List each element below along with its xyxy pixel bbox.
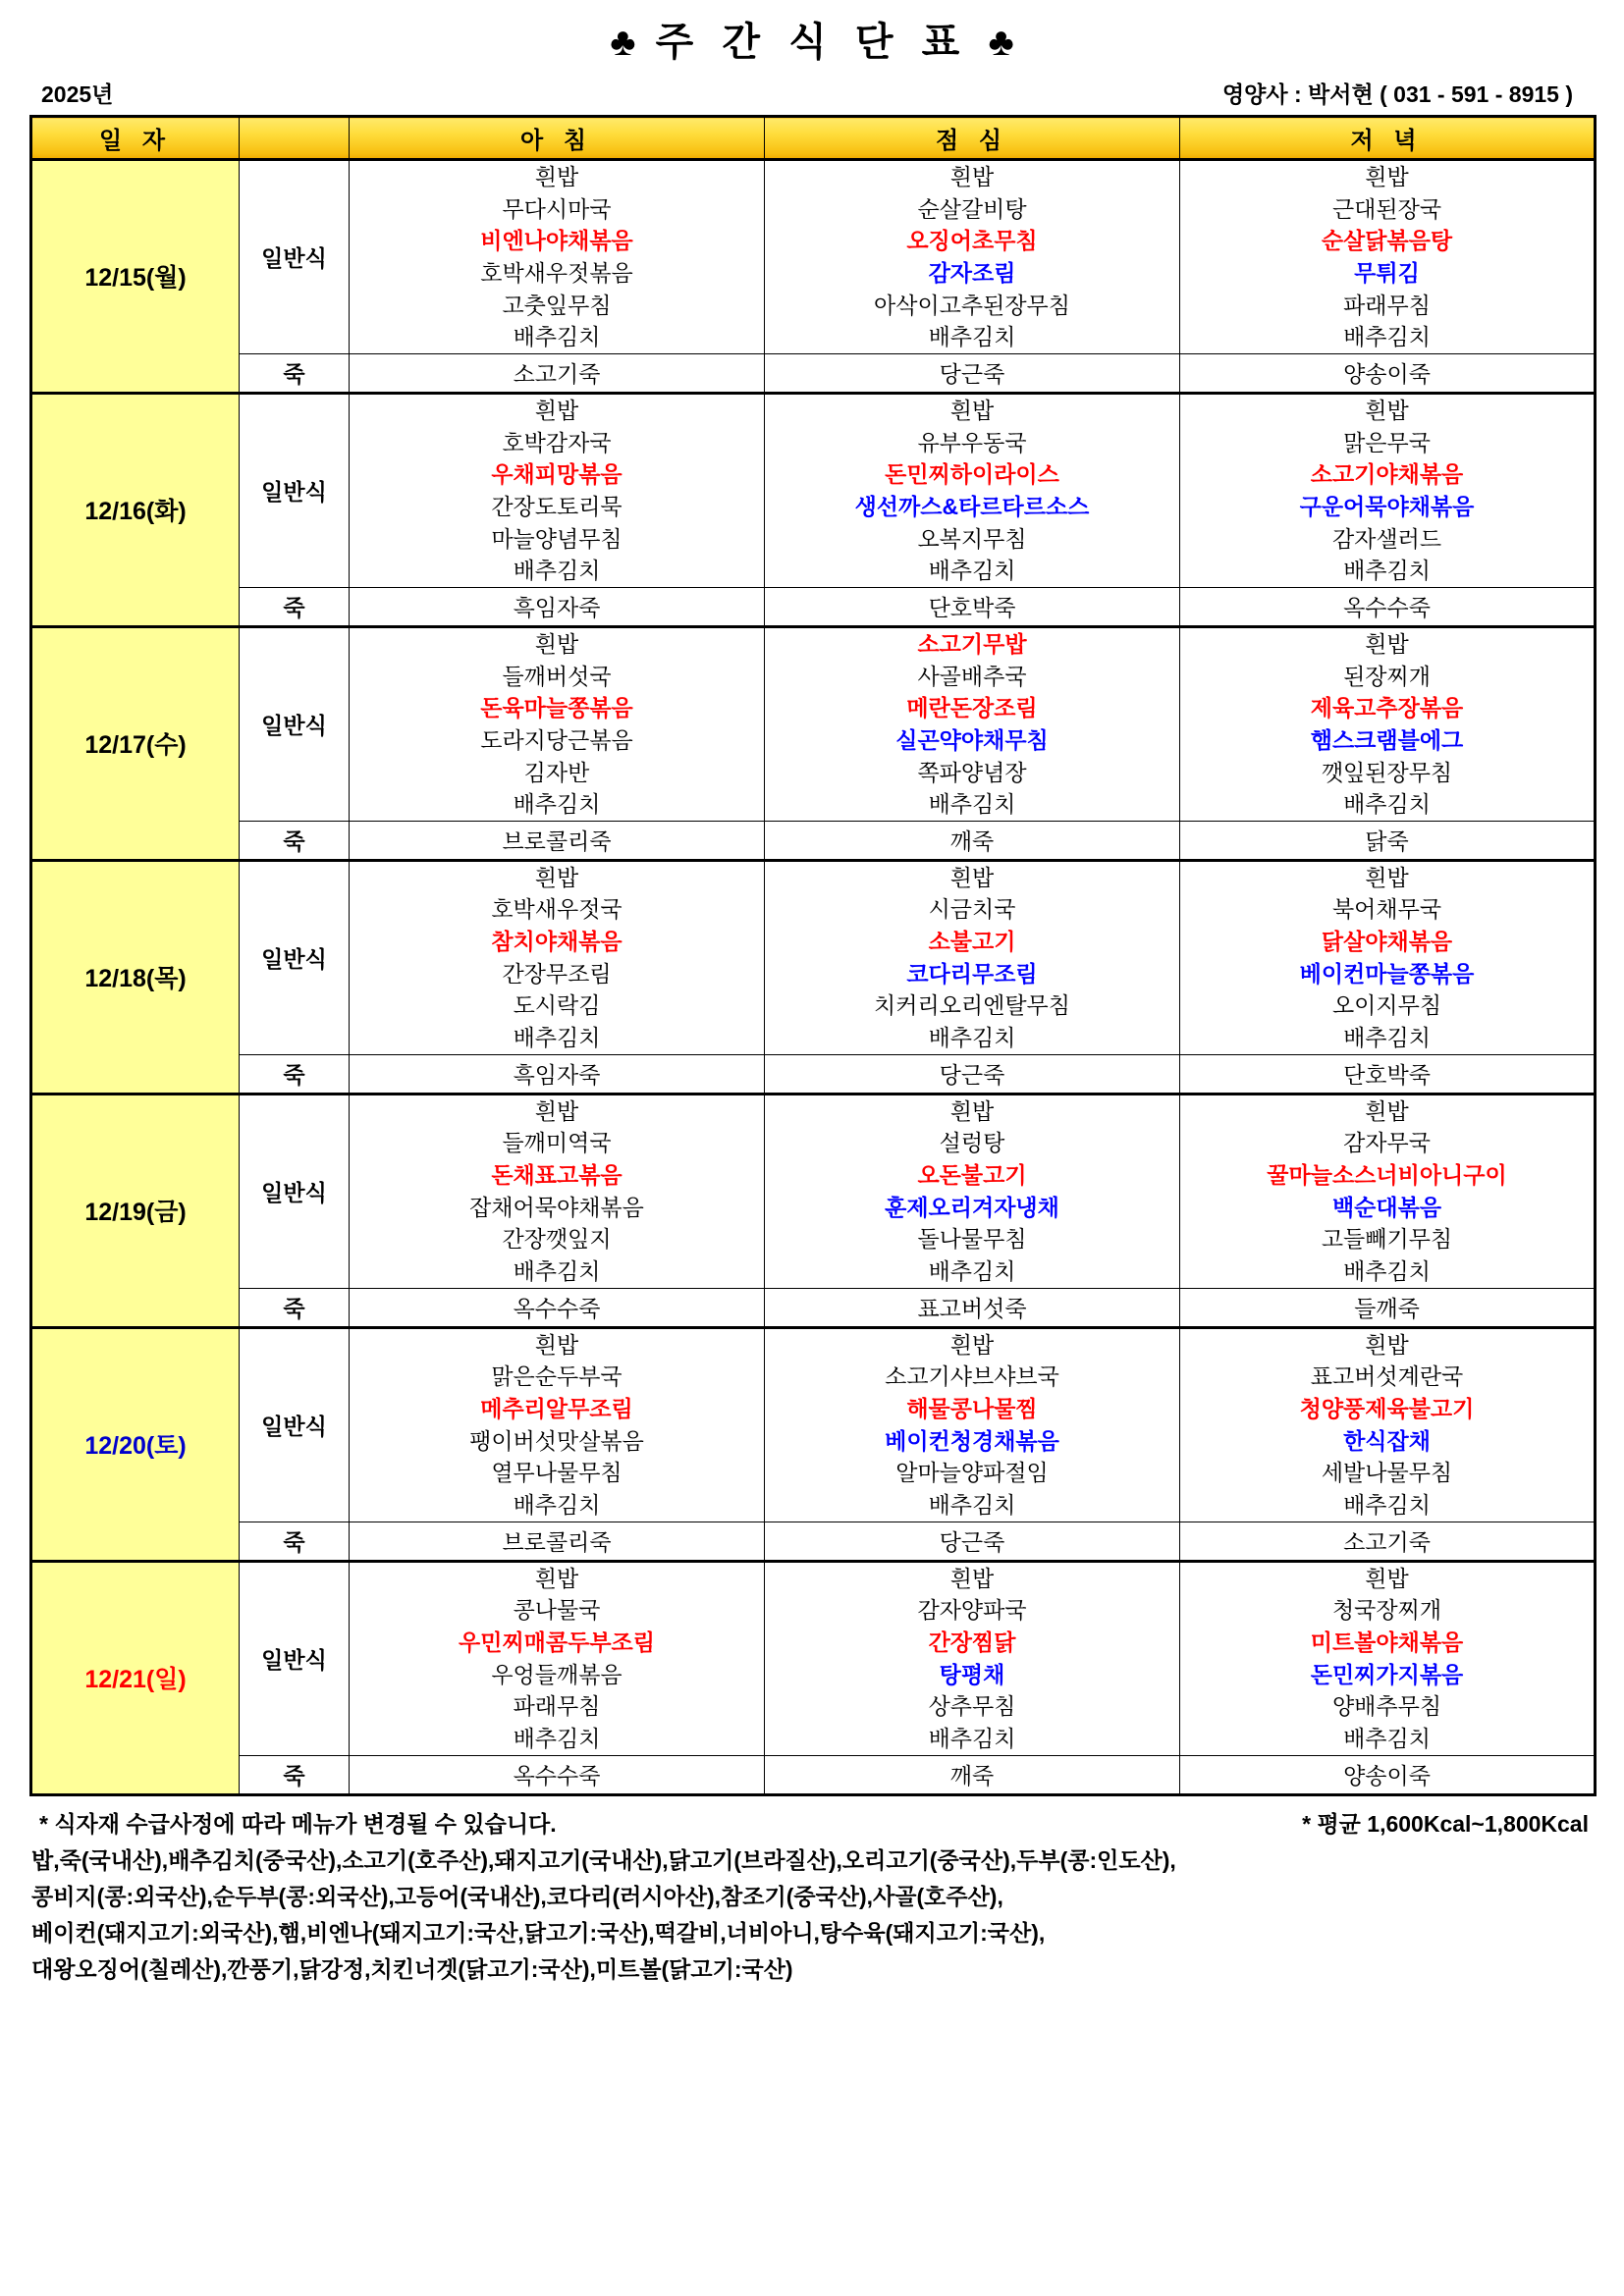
menu-item: 비엔나야채볶음 <box>480 228 633 254</box>
meal-cell-dinner <box>1180 1327 1596 1522</box>
menu-item: 흰밥 <box>1365 164 1409 189</box>
table-row <box>31 1561 1596 1755</box>
menu-item: 무다시마국 <box>502 195 612 222</box>
menu-item: 간장무조림 <box>502 960 612 987</box>
menu-item: 파래무침 <box>513 1693 601 1720</box>
date-cell <box>31 1094 240 1327</box>
porridge-cell: 들깨죽 <box>1180 1288 1596 1327</box>
menu-item: 흰밥 <box>1365 630 1409 657</box>
table-row <box>31 393 1596 587</box>
table-row-porridge <box>31 1522 1596 1561</box>
porridge-cell: 소고기죽 <box>350 353 765 393</box>
menu-item: 순살닭볶음탕 <box>1321 228 1453 254</box>
table-row <box>31 1094 1596 1288</box>
menu-item: 배추김치 <box>928 791 1016 818</box>
meta-row <box>29 63 1595 115</box>
menu-item: 알마늘양파절임 <box>895 1460 1049 1486</box>
menu-item: 간장깻잎지 <box>502 1226 612 1253</box>
menu-item: 흰밥 <box>1365 1097 1409 1124</box>
menu-item: 김자반 <box>523 759 590 785</box>
menu-item: 배추김치 <box>1343 1491 1431 1518</box>
date-label: 12/19(금) <box>84 1199 187 1227</box>
menu-item: 배추김치 <box>928 558 1016 584</box>
calorie-note: * 평균 1,600Kcal~1,800Kcal <box>1302 1810 1589 1837</box>
menu-item: 감자양파국 <box>917 1597 1027 1624</box>
table-row-porridge <box>31 587 1596 626</box>
menu-item: 시금치국 <box>928 896 1016 923</box>
footer <box>29 1796 1595 1989</box>
menu-item: 감자무국 <box>1343 1130 1431 1156</box>
menu-item: 아삭이고추된장무침 <box>874 292 1070 318</box>
menu-item: 구운어묵야채볶음 <box>1299 493 1475 519</box>
menu-item: 순살갈비탕 <box>917 195 1027 222</box>
meal-cell-dinner <box>1180 393 1596 587</box>
menu-item: 도시락김 <box>513 992 601 1019</box>
meal-type-porridge: 죽 <box>240 1288 350 1327</box>
menu-item: 흰밥 <box>949 1565 995 1591</box>
porridge-cell: 깨죽 <box>765 821 1180 860</box>
menu-item: 해물콩나물찜 <box>906 1396 1038 1421</box>
porridge-cell: 양송이죽 <box>1180 1755 1596 1794</box>
menu-item: 오징어초무침 <box>906 228 1038 254</box>
porridge-cell: 옥수수죽 <box>350 1755 765 1794</box>
menu-item: 흰밥 <box>1365 397 1409 423</box>
meal-cell-dinner <box>1180 1561 1596 1755</box>
porridge-cell: 옥수수죽 <box>350 1288 765 1327</box>
meal-cell-breakfast <box>350 1094 765 1288</box>
meal-type-porridge: 죽 <box>240 1755 350 1794</box>
menu-item: 흰밥 <box>949 864 995 890</box>
menu-item: 메추리알무조림 <box>480 1396 633 1421</box>
menu-item: 오돈불고기 <box>917 1162 1027 1189</box>
origin-information <box>29 1842 1595 1989</box>
menu-item: 청국장찌개 <box>1331 1597 1442 1624</box>
footer-notes <box>29 1804 1595 1842</box>
menu-item: 세발나물무침 <box>1321 1460 1453 1486</box>
table-row-porridge <box>31 1054 1596 1094</box>
menu-item: 배추김치 <box>928 1258 1016 1285</box>
menu-item: 유부우동국 <box>917 429 1027 455</box>
menu-item: 들깨미역국 <box>502 1130 612 1156</box>
menu-item: 배추김치 <box>928 1025 1016 1051</box>
menu-item: 베이컨마늘쫑볶음 <box>1299 960 1475 987</box>
meal-type-porridge: 죽 <box>240 1522 350 1561</box>
date-cell <box>31 860 240 1094</box>
meal-cell-lunch <box>765 626 1180 821</box>
date-label: 12/17(수) <box>84 731 187 760</box>
date-label: 12/18(목) <box>84 965 187 993</box>
menu-item: 흰밥 <box>534 864 579 890</box>
menu-item: 배추김치 <box>513 558 601 584</box>
table-header-row <box>31 117 1596 160</box>
menu-item: 흰밥 <box>534 1331 579 1358</box>
origin-line: 대왕오징어(칠레산),깐풍기,닭강정,치킨너겟(닭고기:국산),미트볼(닭고기:국산) <box>31 1956 793 1983</box>
menu-item: 청양풍제육불고기 <box>1299 1396 1475 1421</box>
menu-item: 돌나물무침 <box>917 1226 1027 1253</box>
date-label: 12/20(토) <box>84 1432 187 1461</box>
menu-item: 베이컨청경채볶음 <box>885 1427 1059 1454</box>
menu-table-body <box>31 160 1596 1795</box>
menu-item: 소고기샤브샤브국 <box>885 1363 1059 1390</box>
meal-cell-lunch <box>765 160 1180 354</box>
menu-item: 생선까스&타르타르소스 <box>854 493 1090 519</box>
origin-line: 콩비지(콩:외국산),순두부(콩:외국산),고등어(국내산),코다리(러시아산),참조기(중국산),사골(호주산), <box>31 1883 1003 1909</box>
menu-item: 설렁탕 <box>939 1130 1005 1156</box>
porridge-cell: 흑임자죽 <box>350 1054 765 1094</box>
menu-item: 북어채무국 <box>1331 896 1442 923</box>
menu-item: 메란돈장조림 <box>906 695 1038 721</box>
meal-type-regular: 일반식 <box>240 393 350 587</box>
menu-item: 배추김치 <box>1343 324 1431 350</box>
menu-item: 우채피망볶음 <box>491 461 623 488</box>
porridge-cell: 흑임자죽 <box>350 587 765 626</box>
porridge-cell: 옥수수죽 <box>1180 587 1596 626</box>
menu-item: 상추무침 <box>928 1693 1016 1720</box>
meal-cell-breakfast <box>350 860 765 1054</box>
meal-cell-dinner <box>1180 626 1596 821</box>
menu-item: 미트볼야채볶음 <box>1310 1629 1464 1655</box>
date-cell <box>31 160 240 394</box>
meal-cell-lunch <box>765 393 1180 587</box>
date-cell <box>31 1561 240 1794</box>
meal-type-regular: 일반식 <box>240 626 350 821</box>
club-glyph-left: ♣ <box>610 21 636 64</box>
title-text: 주 간 식 단 표 <box>655 21 969 64</box>
meal-cell-lunch <box>765 860 1180 1054</box>
menu-item: 간장찜닭 <box>928 1629 1016 1655</box>
menu-item: 콩나물국 <box>513 1597 601 1624</box>
table-row <box>31 160 1596 354</box>
menu-item: 오복지무침 <box>917 525 1027 552</box>
menu-item: 표고버섯계란국 <box>1310 1363 1464 1390</box>
menu-item: 치커리오리엔탈무침 <box>874 992 1070 1019</box>
menu-item: 돈민찌가지볶음 <box>1310 1661 1464 1687</box>
menu-item: 열무나물무침 <box>491 1460 623 1486</box>
origin-line: 베이컨(돼지고기:외국산),햄,비엔나(돼지고기:국산,닭고기:국산),떡갈비,너비아니,탕수육(돼지고기:국산), <box>31 1920 1046 1947</box>
menu-item: 배추김치 <box>928 1725 1016 1751</box>
menu-item: 무튀김 <box>1354 259 1420 286</box>
menu-item: 배추김치 <box>513 1725 601 1751</box>
date-cell <box>31 393 240 626</box>
meal-type-regular: 일반식 <box>240 1561 350 1755</box>
year-label: 2025년 <box>41 81 114 107</box>
menu-item: 배추김치 <box>928 1491 1016 1518</box>
menu-item: 흰밥 <box>534 1097 579 1124</box>
menu-item: 우민찌매콤두부조림 <box>459 1629 655 1655</box>
porridge-cell: 단호박죽 <box>1180 1054 1596 1094</box>
table-row <box>31 860 1596 1054</box>
menu-item: 백순대볶음 <box>1331 1194 1442 1220</box>
table-row <box>31 1327 1596 1522</box>
table-row-porridge <box>31 1755 1596 1794</box>
menu-item: 배추김치 <box>513 324 601 350</box>
menu-item: 깻잎된장무침 <box>1321 759 1453 785</box>
menu-change-note: * 식자재 수급사정에 따라 메뉴가 변경될 수 있습니다. <box>39 1810 557 1837</box>
meal-cell-dinner <box>1180 860 1596 1054</box>
menu-item: 배추김치 <box>1343 1025 1431 1051</box>
menu-item: 흰밥 <box>534 1565 579 1591</box>
nutritionist-contact: 영양사 : 박서현 ( 031 - 591 - 8915 ) <box>1221 81 1573 107</box>
menu-item: 흰밥 <box>949 164 995 189</box>
porridge-cell: 브로콜리죽 <box>350 1522 765 1561</box>
porridge-cell: 소고기죽 <box>1180 1522 1596 1561</box>
menu-item: 실곤약야채무침 <box>895 726 1049 753</box>
porridge-cell: 양송이죽 <box>1180 353 1596 393</box>
menu-item: 호박감자국 <box>502 429 612 455</box>
porridge-cell: 당근죽 <box>765 1522 1180 1561</box>
porridge-cell: 당근죽 <box>765 353 1180 393</box>
menu-item: 우엉들깨볶음 <box>491 1661 623 1687</box>
porridge-cell: 단호박죽 <box>765 587 1180 626</box>
meal-cell-breakfast <box>350 1561 765 1755</box>
menu-item: 돈민찌하이라이스 <box>885 461 1059 488</box>
porridge-cell: 깨죽 <box>765 1755 1180 1794</box>
menu-item: 흰밥 <box>534 164 579 189</box>
menu-item: 오이지무침 <box>1331 992 1442 1019</box>
porridge-cell: 닭죽 <box>1180 821 1596 860</box>
table-row-porridge <box>31 821 1596 860</box>
menu-item: 호박새우젓볶음 <box>480 259 633 286</box>
meal-cell-lunch <box>765 1094 1180 1288</box>
date-label: 12/15(월) <box>84 264 187 293</box>
meal-type-porridge: 죽 <box>240 587 350 626</box>
date-label: 12/21(일) <box>84 1666 187 1694</box>
menu-item: 소불고기 <box>928 929 1016 955</box>
menu-item: 양배추무침 <box>1331 1693 1442 1720</box>
table-row-porridge <box>31 353 1596 393</box>
menu-item: 한식잡채 <box>1343 1427 1431 1454</box>
meal-type-regular: 일반식 <box>240 160 350 354</box>
meal-cell-breakfast <box>350 160 765 354</box>
menu-item: 도라지당근볶음 <box>480 726 633 753</box>
porridge-cell: 브로콜리죽 <box>350 821 765 860</box>
menu-item: 돈육마늘쫑볶음 <box>480 695 633 721</box>
meal-cell-dinner <box>1180 160 1596 354</box>
col-header-type <box>240 117 350 160</box>
meal-type-regular: 일반식 <box>240 1327 350 1522</box>
menu-item: 배추김치 <box>1343 1725 1431 1751</box>
menu-item: 맑은무국 <box>1343 429 1431 455</box>
meal-type-porridge: 죽 <box>240 1054 350 1094</box>
menu-item: 흰밥 <box>534 630 579 657</box>
meal-cell-breakfast <box>350 626 765 821</box>
menu-item: 고춧잎무침 <box>502 292 612 318</box>
menu-item: 배추김치 <box>1343 791 1431 818</box>
table-row-porridge <box>31 1288 1596 1327</box>
date-cell <box>31 626 240 860</box>
menu-item: 감자샐러드 <box>1331 525 1442 552</box>
menu-item: 잡채어묵야채볶음 <box>469 1194 644 1220</box>
menu-item: 배추김치 <box>513 1025 601 1051</box>
menu-item: 배추김치 <box>513 1491 601 1518</box>
menu-item: 쪽파양념장 <box>917 759 1027 785</box>
menu-item: 들깨버섯국 <box>502 663 612 689</box>
menu-item: 닭살야채볶음 <box>1321 929 1453 955</box>
menu-item: 맑은순두부국 <box>491 1363 623 1390</box>
menu-item: 소고기무밥 <box>917 630 1027 657</box>
menu-item: 배추김치 <box>513 1258 601 1285</box>
menu-item: 간장도토리묵 <box>491 493 623 519</box>
menu-item: 흰밥 <box>949 1097 995 1124</box>
col-header-date: 일 자 <box>31 117 240 160</box>
menu-item: 돈채표고볶음 <box>491 1162 623 1189</box>
menu-item: 배추김치 <box>1343 558 1431 584</box>
menu-item: 흰밥 <box>534 397 579 423</box>
meal-type-porridge: 죽 <box>240 353 350 393</box>
menu-item: 흰밥 <box>949 397 995 423</box>
menu-item: 흰밥 <box>1365 1565 1409 1591</box>
page-title <box>29 0 1595 63</box>
menu-item: 소고기야채볶음 <box>1310 461 1464 488</box>
menu-item: 감자조림 <box>928 259 1016 286</box>
meal-cell-breakfast <box>350 1327 765 1522</box>
menu-item: 배추김치 <box>928 324 1016 350</box>
menu-item: 사골배추국 <box>917 663 1027 689</box>
meal-cell-breakfast <box>350 393 765 587</box>
menu-item: 배추김치 <box>1343 1258 1431 1285</box>
menu-item: 제육고추장볶음 <box>1310 695 1464 721</box>
menu-item: 흰밥 <box>949 1331 995 1358</box>
menu-item: 근대된장국 <box>1331 195 1442 222</box>
meal-cell-dinner <box>1180 1094 1596 1288</box>
date-cell <box>31 1327 240 1561</box>
menu-item: 탕평채 <box>939 1661 1005 1687</box>
col-header-breakfast: 아 침 <box>350 117 765 160</box>
origin-line: 밥,죽(국내산),배추김치(중국산),소고기(호주산),돼지고기(국내산),닭고기(브라질산),오리고기(중국산),두부(콩:인도산), <box>31 1846 1176 1873</box>
menu-item: 마늘양념무침 <box>491 525 623 552</box>
meal-cell-lunch <box>765 1561 1180 1755</box>
table-row <box>31 626 1596 821</box>
porridge-cell: 표고버섯죽 <box>765 1288 1180 1327</box>
club-glyph-right: ♣ <box>988 21 1014 64</box>
meal-cell-lunch <box>765 1327 1180 1522</box>
meal-type-porridge: 죽 <box>240 821 350 860</box>
col-header-lunch: 점 심 <box>765 117 1180 160</box>
col-header-dinner: 저 녁 <box>1180 117 1596 160</box>
menu-item: 된장찌개 <box>1343 663 1431 689</box>
menu-item: 파래무침 <box>1343 292 1431 318</box>
menu-item: 꿀마늘소스너비아니구이 <box>1267 1162 1507 1189</box>
menu-item: 배추김치 <box>513 791 601 818</box>
menu-item: 흰밥 <box>1365 864 1409 890</box>
menu-table <box>29 115 1597 1796</box>
menu-item: 팽이버섯맛살볶음 <box>469 1427 644 1454</box>
date-label: 12/16(화) <box>84 498 187 526</box>
meal-type-regular: 일반식 <box>240 860 350 1054</box>
menu-item: 참치야채볶음 <box>491 929 623 955</box>
menu-item: 호박새우젓국 <box>491 896 623 923</box>
menu-item: 훈제오리겨자냉채 <box>885 1194 1059 1220</box>
porridge-cell: 당근죽 <box>765 1054 1180 1094</box>
menu-item: 흰밥 <box>1365 1331 1409 1358</box>
menu-item: 고들빼기무침 <box>1321 1226 1453 1253</box>
meal-type-regular: 일반식 <box>240 1094 350 1288</box>
menu-item: 햄스크램블에그 <box>1310 726 1464 753</box>
menu-item: 코다리무조림 <box>906 960 1038 987</box>
